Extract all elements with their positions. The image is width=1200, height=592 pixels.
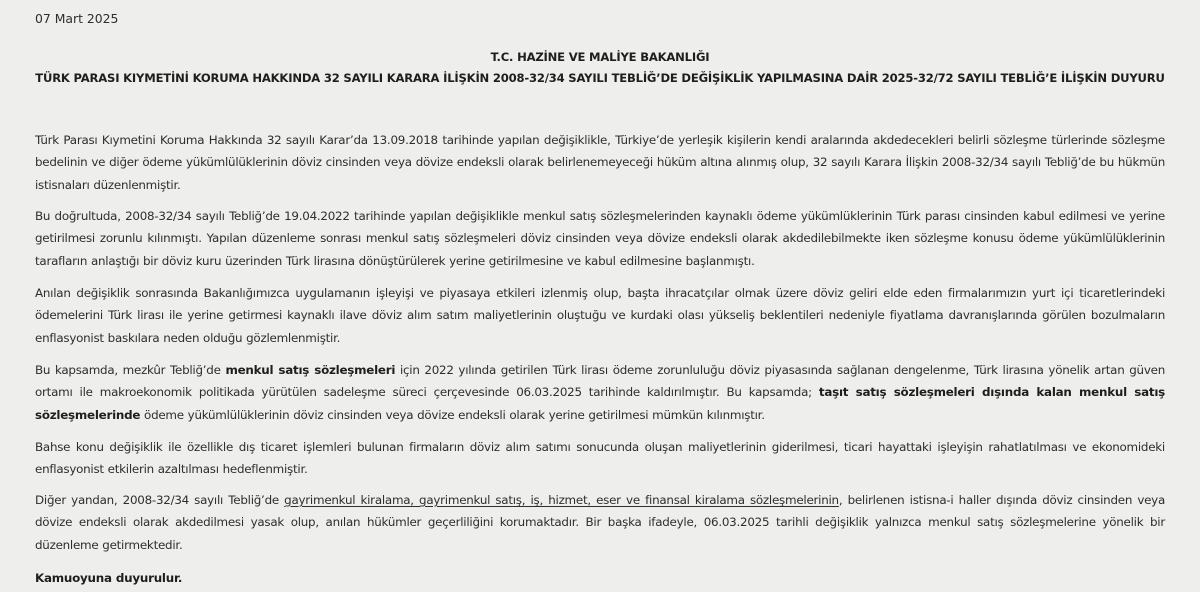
paragraph-4-text: Bu kapsamda, mezkûr Tebliğ’de <box>35 362 226 377</box>
paragraph-4 <box>35 359 1165 427</box>
paragraph-3: Anılan değişiklik sonrasında Bakanlığımızca uygulamanın işleyişi ve piyasaya etkileri izlenmiş olup, başta ihracatçılar olmak üzere döviz geliri elde eden firmalarımızın yurt içi ticaretlerindeki ödemelerini Türk lirası ile yerine getirmesi kaynaklı ilave döviz alım satım maliyetlerinin oluştuğu ve kurdaki olası yükseliş beklentileri nedeniyle fiyatlama davranışlarında görülen bozulmaların enflasyonist baskılara neden olduğu gözlemlenmiştir. <box>35 285 1165 345</box>
closing-statement: Kamuoyuna duyurulur. <box>35 570 183 585</box>
paragraph-5: Bahse konu değişiklik ile özellikle dış ticaret işlemleri bulunan firmaların döviz alım satımı sonucunda oluşan maliyetlerinin giderilmesi, ticari hayattaki işleyişin rahatlatılması ve ekonomideki enflasyonist etkilerin azaltılması hedeflenmiştir. <box>35 439 1165 477</box>
paragraph-6-text: , belirlenen istisna-i haller dışında döviz cinsinden veya dövize endeksli olarak akdedilmesi yasak olup, anılan hükümler geçerliliğini korumaktadır. Bir başka ifadeyle, 06.03.2025 tarihli değişiklik yalnızca menkul satış sözleşmelerine yönelik bir düzenleme getirmektedir. <box>35 492 1165 552</box>
paragraph-4-text: için 2022 yılında getirilen Türk lirası ödeme zorunluluğu döviz piyasasında sağlanan dengelenme, Türk lirasına yönelik artan güven ortamı ile makroekonomik politikada yürütülen sadeleşme süreci çerçevesinde 06.03.2025 tarihinde kaldırılmıştır. Bu kapsamda; <box>35 362 1165 400</box>
paragraph-6-text: Diğer yandan, 2008-32/34 sayılı Tebliğ’de <box>35 492 285 507</box>
paragraph-6 <box>35 489 1165 557</box>
ministry-heading: T.C. HAZİNE VE MALİYE BAKANLIĞI <box>490 50 710 64</box>
paragraph-1: Türk Parası Kıymetini Koruma Hakkında 32 sayılı Karar’da 13.09.2018 tarihinde yapılan değişiklikle, Türkiye’de yerleşik kişilerin kendi aralarında akdedecekleri belirli sözleşme türlerinde sözleşme bedelinin ve diğer ödeme yükümlülüklerinin döviz cinsinden veya dövize endeksli olarak belirlenemeyeceği hüküm altına alınmış olup, 32 sayılı Karara İlişkin 2008-32/34 sayılı Tebliğ’de bu hükmün istisnaları düzenlenmiştir. <box>35 132 1165 192</box>
paragraph-6-underlined-contracts: gayrimenkul kiralama, gayrimenkul satış, iş, hizmet, eser ve finansal kiralama sözleşmelerinin <box>284 492 839 507</box>
paragraph-4-bold-tasit: taşıt satış sözleşmeleri dışında kalan menkul satış sözleşmelerinde <box>35 385 1165 422</box>
announcement-title: TÜRK PARASI KIYMETİNİ KORUMA HAKKINDA 32 SAYILI KARARA İLİŞKİN 2008-32/34 SAYILI TEBLİĞ’DE DEĞİŞİKLİK YAPILMASINA DAİR 2025-32/72 SAYILI TEBLİĞ’E İLİŞKİN DUYURU <box>35 71 1165 85</box>
paragraph-4-text: ödeme yükümlülüklerinin döviz cinsinden veya dövize endeksli olarak yerine getirilmesi mümkün kılınmıştır. <box>140 407 765 422</box>
paragraph-2: Bu doğrultuda, 2008-32/34 sayılı Tebliğ’de 19.04.2022 tarihinde yapılan değişiklikle menkul satış sözleşmelerinden kaynaklı ödeme yükümlüklerinin Türk parası cinsinden kabul edilmesi ve yerine getirilmesi zorunlu kılınmıştı. Yapılan düzenleme sonrası menkul satış sözleşmeleri döviz cinsinden veya dövize endeksli olarak akdedilebilmekte iken sözleşme konusu ödeme yükümlülüklerinin tarafların anlaştığı bir döviz kuru üzerinden Türk lirasına dönüştürülerek yerine getirilmesine ve kabul edilmesine başlanmıştı. <box>35 208 1165 268</box>
announcement-date: 07 Mart 2025 <box>35 11 119 26</box>
paragraph-4-bold-menkul: menkul satış sözleşmeleri <box>225 362 396 377</box>
